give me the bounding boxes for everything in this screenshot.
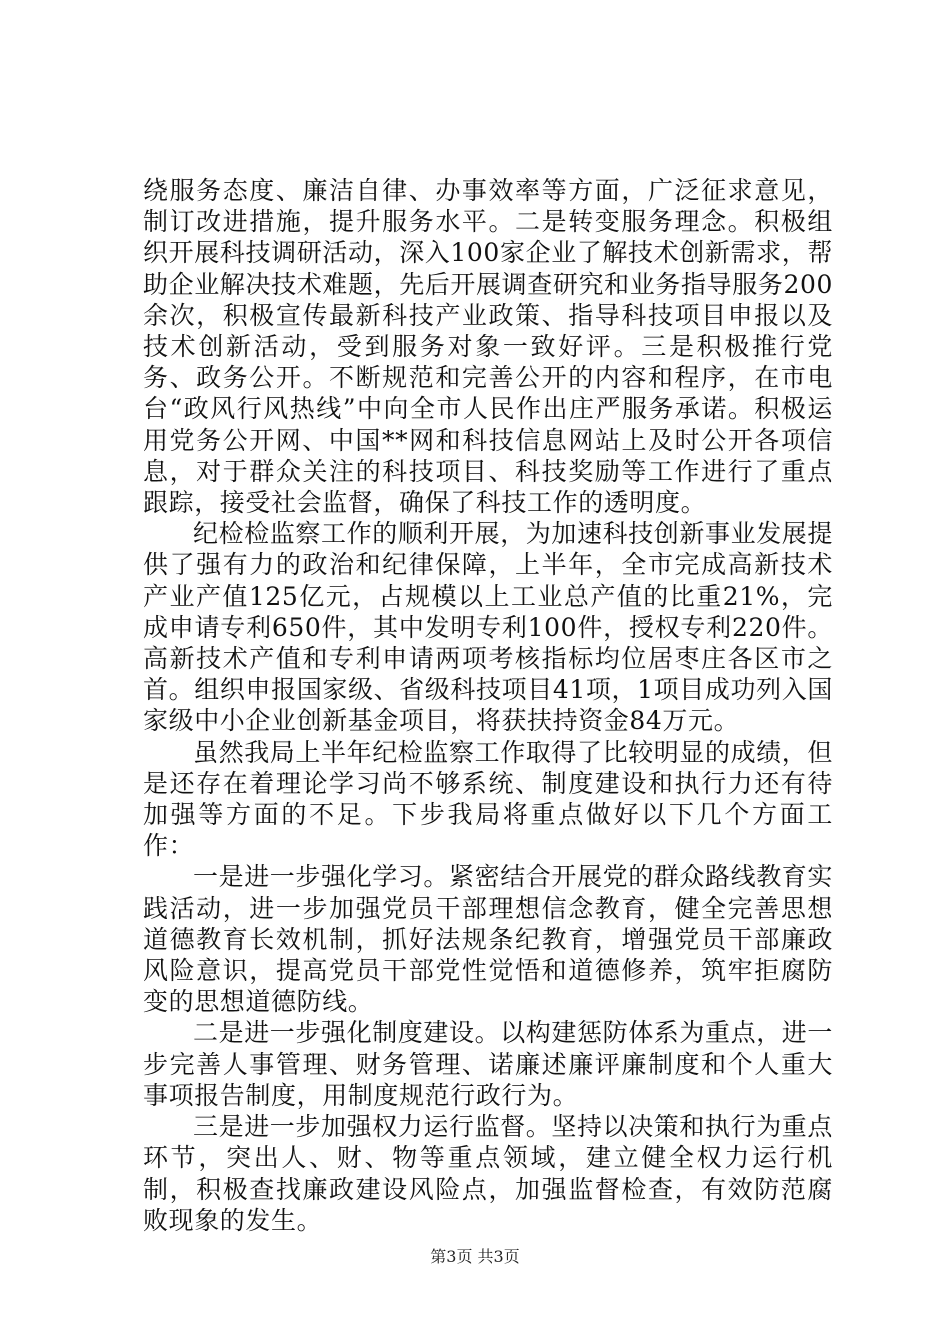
paragraph-shortcomings: 虽然我局上半年纪检监察工作取得了比较明显的成绩，但是还存在着理论学习尚不够系统、制度建设和执行力还有待加强等方面的不足。下步我局将重点做好以下几个方面工作： bbox=[143, 737, 834, 861]
paragraph-task-system: 二是进一步强化制度建设。以构建惩防体系为重点，进一步完善人事管理、财务管理、诺廉述廉评廉制度和个人重大事项报告制度，用制度规范行政行为。 bbox=[143, 1018, 834, 1110]
page-number-footer: 第3页 共3页 bbox=[430, 1247, 520, 1266]
paragraph-continuation: 绕服务态度、廉洁自律、办事效率等方面，广泛征求意见，制订改进措施，提升服务水平。二是转变服务理念。积极组织开展科技调研活动，深入100家企业了解技术创新需求，帮助企业解决技术难题，先后开展调查研究和业务指导服务200余次，积极宣传最新科技产业政策、指导科技项目申报以及技术创新活动，受到服务对象一致好评。三是积极推行党务、政务公开。不断规范和完善公开的内容和程序，在市电台“政风行风热线”中向全市人民作出庄严服务承诺。积极运用党务公开网、中国**网和科技信息网站上及时公开各项信息，对于群众关注的科技项目、科技奖励等工作进行了重点跟踪，接受社会监督，确保了科技工作的透明度。 bbox=[143, 176, 833, 518]
paragraph-task-study: 一是进一步强化学习。紧密结合开展党的群众路线教育实践活动，进一步加强党员干部理想信念教育，健全完善思想道德教育长效机制，抓好法规条纪教育，增强党员干部廉政风险意识，提高党员干部党性觉悟和道德修养，筑牢拒腐防变的思想道德防线。 bbox=[143, 862, 834, 1017]
paragraph-achievements: 纪检检监察工作的顺利开展，为加速科技创新事业发展提供了强有力的政治和纪律保障，上半年，全市完成高新技术产业产值125亿元，占规模以上工业总产值的比重21%，完成申请专利650件，其中发明专利100件，授权专利220件。高新技术产值和专利申请两项考核指标均位居枣庄各区市之首。组织申报国家级、省级科技项目41项，1项目成功列入国家级中小企业创新基金项目，将获扶持资金84万元。 bbox=[143, 519, 834, 736]
paragraph-task-supervision: 三是进一步加强权力运行监督。坚持以决策和执行为重点环节，突出人、财、物等重点领域，建立健全权力运行机制，积极查找廉政建设风险点，加强监督检查，有效防范腐败现象的发生。 bbox=[143, 1112, 834, 1235]
document-body bbox=[143, 175, 833, 1236]
